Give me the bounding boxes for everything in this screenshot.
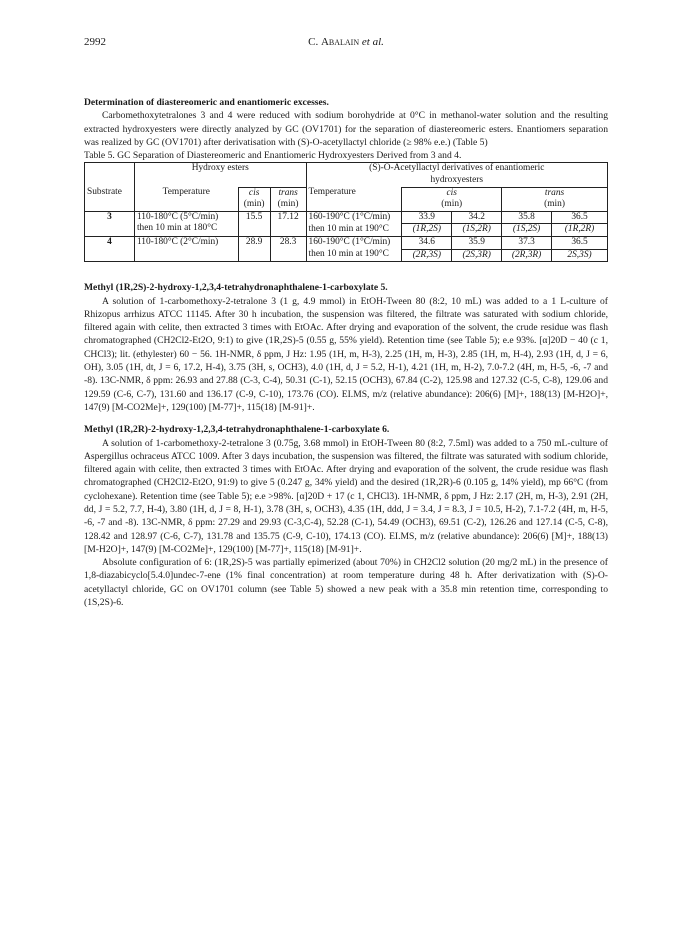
col-temperature: Temperature bbox=[134, 187, 238, 211]
section-paragraph: Carbomethoxytetralones 3 and 4 were reduced with sodium borohydride at 0°C in methanol-water solution and the resulting extracted hydroxyesters were directly analyzed by GC (OV1701) for the separation of diastereomeric esters. Enantiomers separation was realized by GC (OV1701) after derivatisation with (S)-O-acetyllactyl chloride (≥ 98% e.e.) (Table 5) bbox=[84, 110, 608, 148]
section-compound-5 bbox=[84, 281, 608, 414]
section-paragraph: A solution of 1-carbomethoxy-2-tetralone 3 (1 g, 4.9 mmol) in EtOH-Tween 80 (8:2, 10 mL) was added to a 1 L-culture of Rhizopus arrhizus ATCC 11145. After 30 h incubation, the suspension was filtered, the filtrate was saturated with sodium chloride, filtered again with celite, then extracted 3 times with EtOAc. After drying and evaporation of the solvent, the crude residue was flash chromatographed (CH2Cl2-Et2O, 9:1) to give (1R,2S)-5 (0.55 g, 55% yield). Retention time (see Table 5); e.e 93%. [α]20D − 40 (c 1, CHCl3); lit. (ethylester) 60 − 56. 1H-NMR, δ ppm, J Hz: 1.95 (1H, m, H-3), 2.25 (1H, m, H-3), 2.85 (1H, m, H-4), 2.93 (1H, d, J = 6, OH), 3.05 (1H, dt, J = 6, 17.2, H-4), 3.75 (3H, s, OCH3), 4.0 (1H, d, J = 5.2, H-1), 4.21 (1H, m, H-2), 7.0-7.2 (4H, m, H-5, -6, -7 and -8). 13C-NMR, δ ppm: 26.93 and 27.88 (C-3, C-4), 50.31 (C-1), 52.15 (OCH3), 67.84 (C-2), 125.98 and 127.32 (C-5, C-8), 129.06 and 129.59 (C-6, C-7), 131.60 and 136.17 (C-9, C-10), 173.76 (CO). EI.MS, m/z (relative abundance): 206(6) [M]+, 188(13) [M-H2O]+, 147(9) [M-CO2Me]+, 129(100) [M-77]+, 115(18) [M-91]+. bbox=[84, 295, 608, 413]
col-trans-2: trans (min) bbox=[502, 187, 608, 211]
running-head-authors: C. Abalain et al. bbox=[308, 36, 384, 48]
col-temperature-2: Temperature bbox=[306, 187, 402, 211]
section-paragraph: A solution of 1-carbomethoxy-2-tetralone 3 (0.75g, 3.68 mmol) in EtOH-Tween 80 (8:2, 7.5ml) was added to a 750 mL-culture of Aspergillus ochraceus ATCC 1009. After 3 days incubation, the suspension was filtered, the filtrate was saturated with sodium chloride, filtered again with celite, then extracted 3 times with EtOAc. After drying and evaporation of the solvent, the crude residue was flash chromatographed (CH2Cl2-Et2O, 91:9) to give 5 (0.247 g, 34% yield) and the desired (1R,2R)-6 (0.105 g, 14% yield), mp 66°C (from cyclohexane). Retention time (see Table 5); e.e >98%. [α]20D + 17 (c 1, CHCl3). 1H-NMR, δ ppm, J Hz: 2.17 (2H, m, H-3), 2.91 (2H, dd, J = 5.2, 7.7, H-4), 3.80 (1H, d, J = 8, H-1), 3.78 (3H, s, OCH3), 4.35 (1H, ddd, J = 3.4, J = 8.3, J = 10.5, H-2), 7.1-7.2 (4H, m, H-5, -6, -7 and -8). 13C-NMR, δ ppm: 27.29 and 29.93 (C-3,C-4), 52.28 (C-1), 54.49 (OCH3), 69.51 (C-2), 126.26 and 127.14 (C-5, C-8), 128.42 and 128.97 (C-6, C-7), 131.78 and 135.75 (C-9, C-10), 174.13 (CO). EI.MS, m/z (relative abundance): 206(6) [M]+, 188(13) [M-H2O]+, 147(9) [M-CO2Me]+, 129(100) [M-77]+, 115(18) [M-91]+. bbox=[84, 437, 608, 555]
table-row-config: then 10 min at 190°C (1R,2S) (1S,2R) (1S,2S) (1R,2R) bbox=[85, 224, 608, 237]
table-header-row bbox=[85, 163, 608, 187]
header-hydroxy-esters: Hydroxy esters bbox=[134, 163, 306, 187]
section-compound-6 bbox=[84, 423, 608, 609]
table-row: 4 110-180°C (2°C/min) 28.9 28.3 160-190°C (1°C/min) 34.6 35.9 37.3 36.5 bbox=[85, 237, 608, 250]
col-substrate: Substrate bbox=[85, 187, 135, 211]
section-paragraph-absolute-config: Absolute configuration of 6: (1R,2S)-5 was partially epimerized (about 70%) in CH2Cl2 solution (20 mg/2 mL) in the presence of 1,8-diazabicyclo[5.4.0]undec-7-ene (1% final concentration) at room temperature during 48 h. After derivatization with (S)-O-acetyllactyl chloride, GC on OV1701 column (see Table 5) showed a new peak with a 35.8 min retention time, corresponding to (1S,2S)-6. bbox=[84, 557, 608, 609]
table-row-config: then 10 min at 190°C (2R,3S) (2S,3R) (2R,3R) 2S,3S) bbox=[85, 249, 608, 262]
article-body bbox=[84, 96, 608, 609]
section-title: Determination of diastereomeric and enantiomeric excesses. bbox=[84, 97, 329, 108]
section-title: Methyl (1R,2R)-2-hydroxy-1,2,3,4-tetrahydronaphthalene-1-carboxylate 6. bbox=[84, 424, 390, 436]
header-acetyllactyl: (S)-O-Acetyllactyl derivatives of enantiomeric hydroxyesters bbox=[306, 163, 607, 187]
running-header bbox=[84, 36, 608, 52]
col-cis: cis (min) bbox=[238, 187, 270, 211]
col-trans: trans (min) bbox=[270, 187, 306, 211]
table-row: 3 110-180°C (5°C/min) then 10 min at 180°C 15.5 17.12 160-190°C (1°C/min) 33.9 34.2 35.8 36.5 bbox=[85, 211, 608, 224]
section-excesses bbox=[84, 96, 608, 149]
col-cis-2: cis (min) bbox=[402, 187, 502, 211]
page-number: 2992 bbox=[84, 36, 106, 48]
table-caption: Table 5. GC Separation of Diastereomeric and Enantiomeric Hydroxyesters Derived from 3 and 4. bbox=[84, 150, 462, 162]
table-subheader-row bbox=[85, 187, 608, 211]
section-title: Methyl (1R,2S)-2-hydroxy-1,2,3,4-tetrahydronaphthalene-1-carboxylate 5. bbox=[84, 282, 388, 294]
table-5 bbox=[84, 162, 608, 262]
